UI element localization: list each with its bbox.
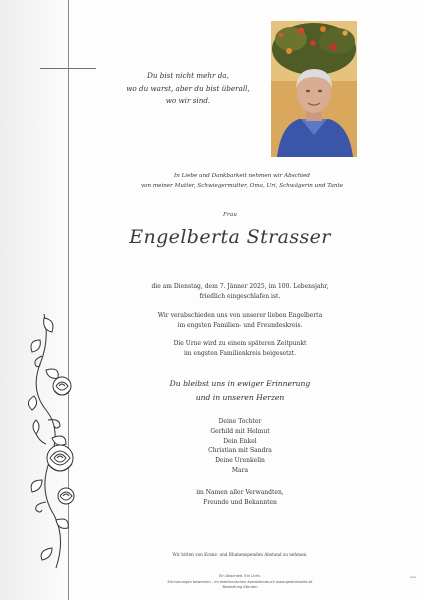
rose-ornament-icon xyxy=(26,310,88,570)
poem xyxy=(108,70,268,108)
death-notice-line: friedlich eingeschlafen ist. xyxy=(199,292,281,300)
intro-text xyxy=(92,171,392,191)
poem-line: Du bist nicht mehr da, xyxy=(147,71,229,80)
footer-line: Bestattung Kärnten xyxy=(222,585,258,590)
scan-mark: ▪▪▪ xyxy=(409,575,416,579)
mourner-line: Dein Enkel xyxy=(223,437,257,445)
remembrance-line: und in unseren Herzen xyxy=(195,392,285,402)
portrait-photo xyxy=(271,21,357,157)
mourner-line: Deine Urenkelin xyxy=(215,457,265,465)
farewell-line: Wir verabschieden uns von unserer lieben Engelberta xyxy=(157,312,323,319)
remembrance-text xyxy=(110,377,370,404)
urn-line: im engsten Familienkreis beigesetzt. xyxy=(184,349,296,357)
deceased-name: Engelberta Strasser xyxy=(129,226,331,248)
death-notice xyxy=(110,282,370,301)
mourner-line: Christian mit Sandra xyxy=(208,447,272,455)
others-line: im Namen aller Verwandten, xyxy=(196,489,284,496)
poem-line: wo wir sind. xyxy=(165,96,211,105)
mourner-line: Gerhild mit Helmut xyxy=(210,427,270,435)
horizontal-accent-line xyxy=(40,68,96,69)
death-notice-line: die am Dienstag, dem 7. Jänner 2025, im 100. Lebensjahr, xyxy=(151,283,329,290)
mourner-line: Mara xyxy=(231,466,249,474)
intro-line: In Liebe und Dankbarkeit nehmen wir Abschied xyxy=(173,173,310,179)
farewell-text xyxy=(110,311,370,330)
farewell-line: im engsten Familien- und Freundeskreis. xyxy=(177,321,303,329)
footer xyxy=(110,574,370,591)
remembrance-line: Du bleibst uns in ewiger Erinnerung xyxy=(169,379,311,388)
urn-text xyxy=(110,339,370,358)
flowers-note: Wir bitten von Kranz- und Blumenspenden Abstand zu nehmen. xyxy=(172,552,308,557)
others-line: Freunde und Bekannten xyxy=(203,499,277,506)
footer-line: Ein Abschied. Ein Licht. xyxy=(219,574,261,578)
others-text xyxy=(150,488,330,508)
poem-line: wo du warst, aber du bist überall, xyxy=(126,83,250,93)
salutation: Frau xyxy=(223,212,237,218)
mourners-list xyxy=(150,417,330,476)
intro-line: von meiner Mutter, Schwiegermutter, Oma, Uri, Schwägerin und Tante xyxy=(140,183,344,189)
footer-line: Erinnerungen bewahren - im elektronischen Kondolenzbuch www.gedenkseite.at xyxy=(167,579,313,584)
mourner-line: Deine Tochter xyxy=(218,418,262,425)
urn-line: Die Urne wird zu einem späteren Zeitpunkt xyxy=(173,340,307,347)
